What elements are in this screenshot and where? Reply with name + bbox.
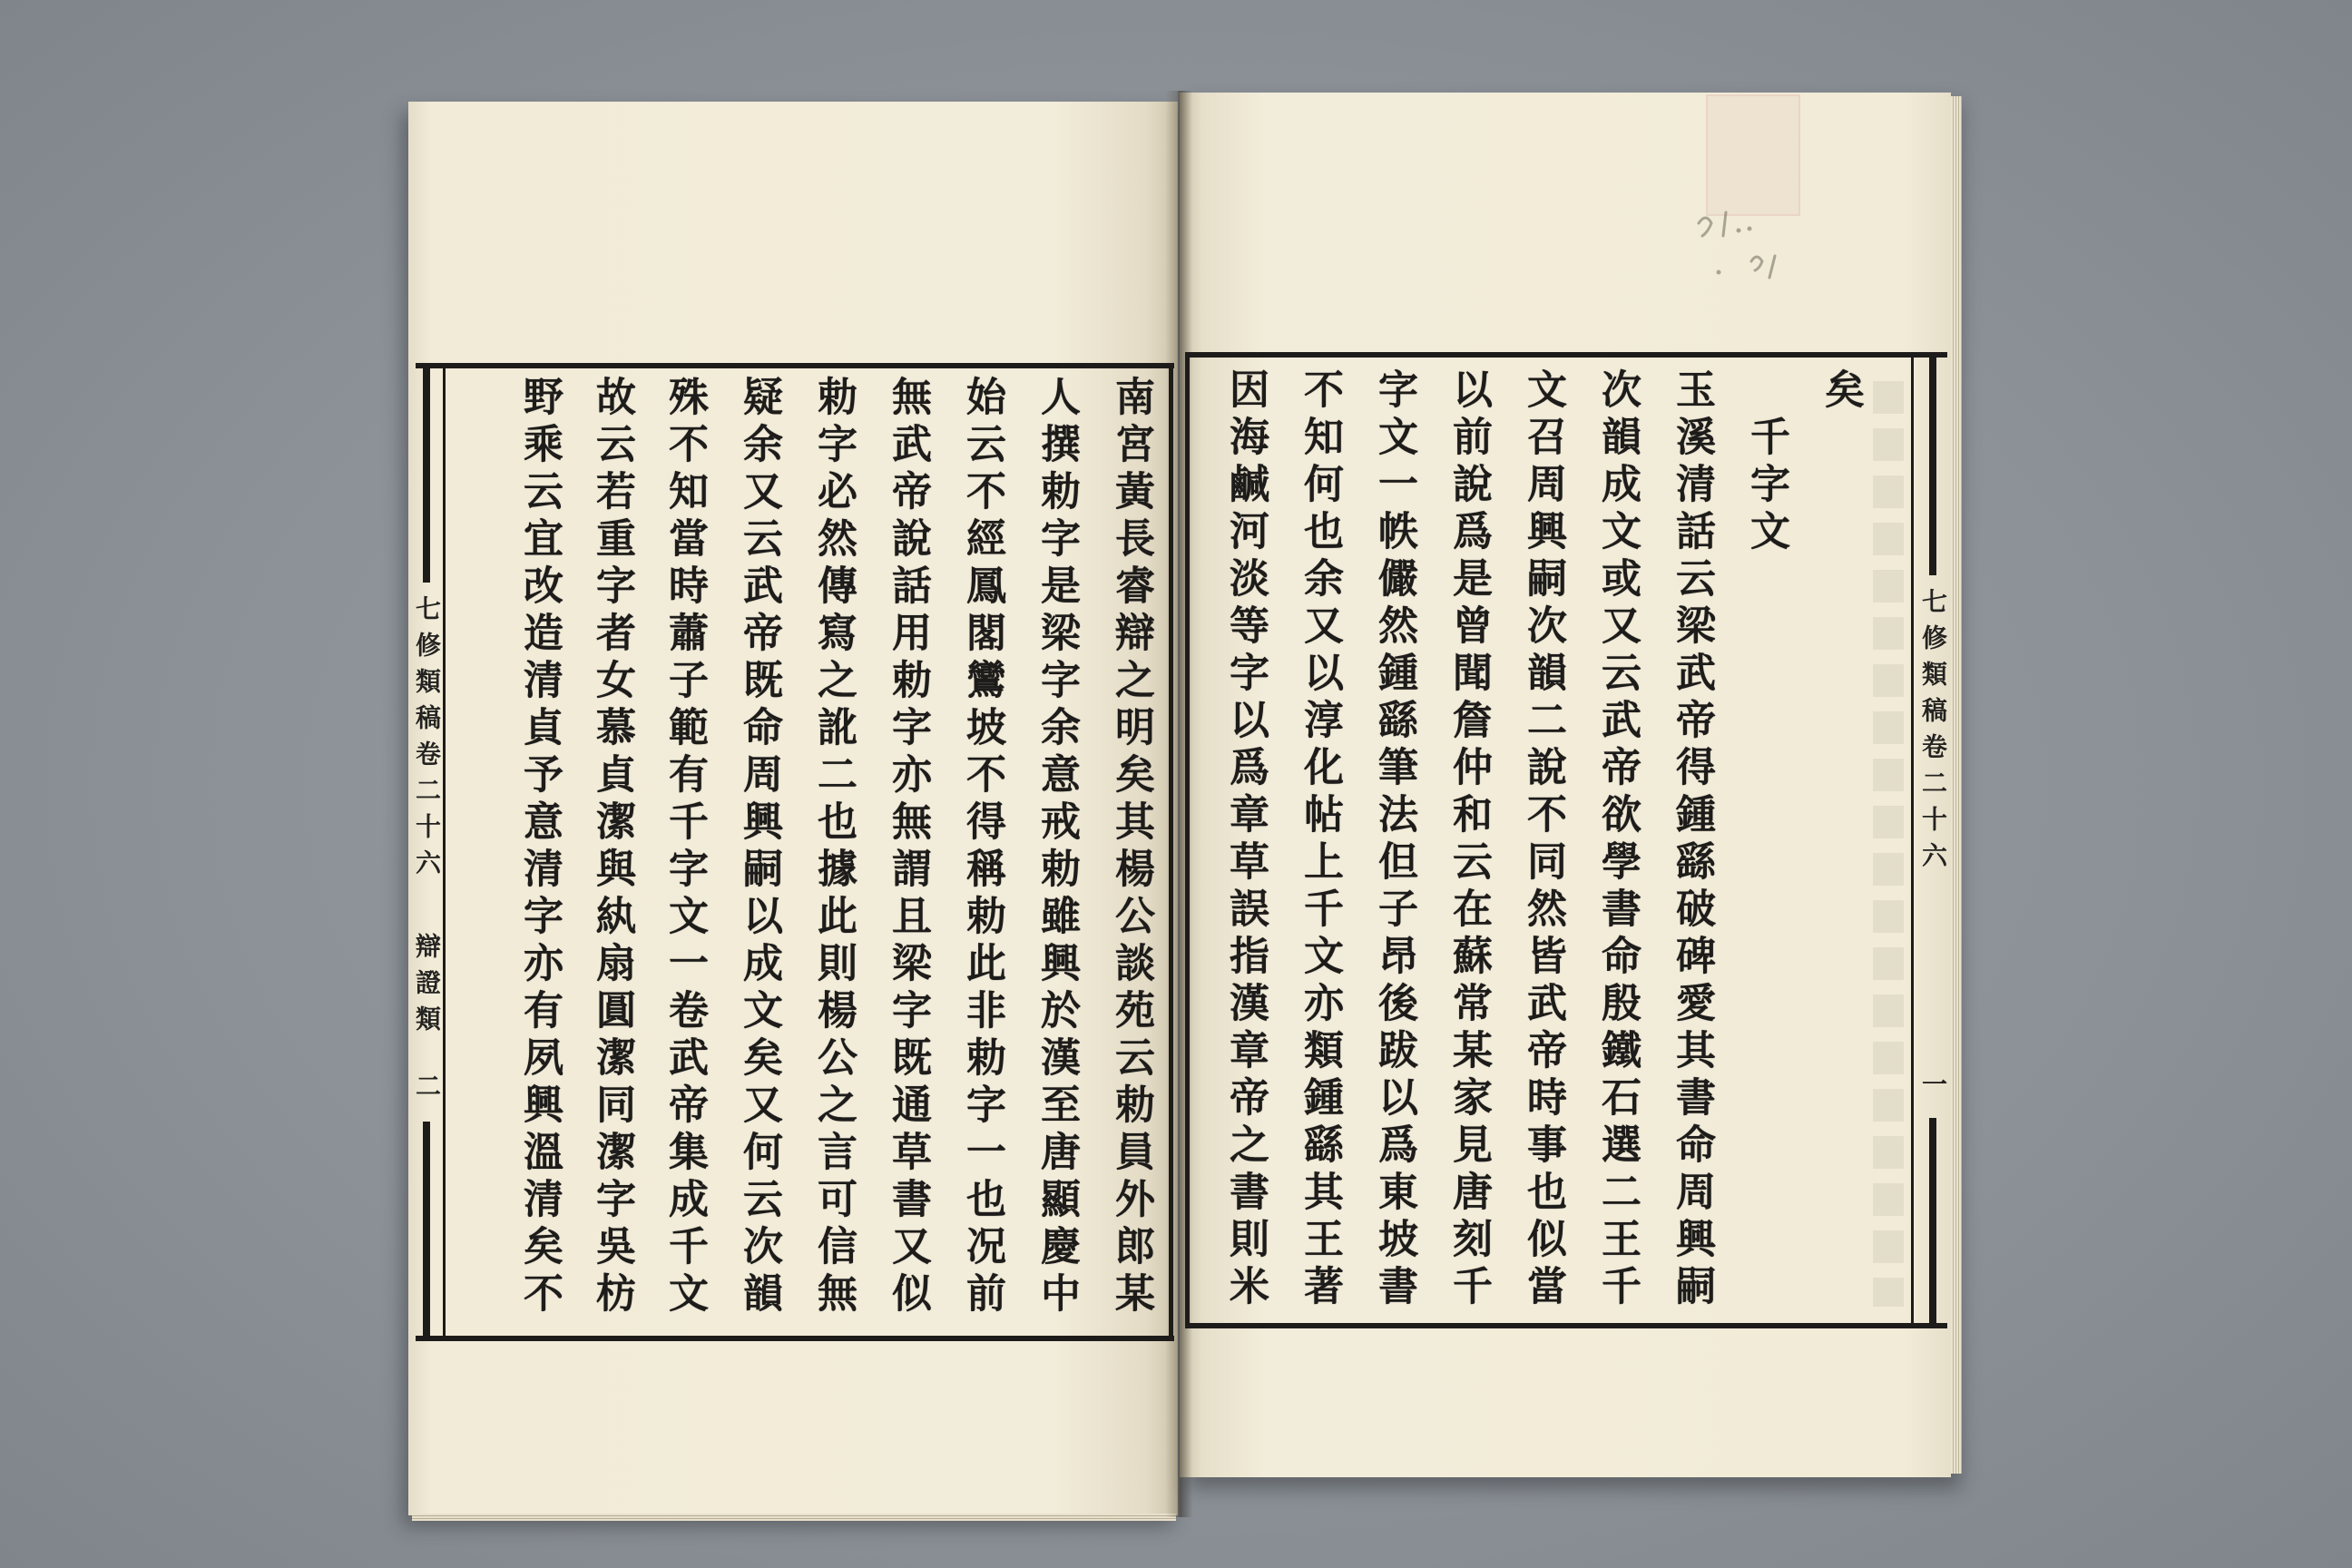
entry-title-qianziwen: 千字文 xyxy=(1743,416,1789,557)
left-banxin-title: 七修類稿卷二十六 xyxy=(412,595,442,886)
right-frame-top-rule xyxy=(1185,352,1947,358)
left-banxin-lower-black-mouth xyxy=(423,1122,430,1336)
text-column-l2: 人撰勅字是梁字余意戒勅雖興於漢至唐顯慶中 xyxy=(1034,376,1080,1319)
right-page-edge-stack xyxy=(1951,96,1962,1474)
text-column-r5: 文召周興嗣次韻二說不同然皆武帝時事也似當 xyxy=(1520,368,1566,1312)
left-banxin-section: 辯證類 xyxy=(412,933,442,1042)
right-banxin-upper-black-mouth xyxy=(1929,358,1936,575)
right-banxin-leaf-number: 一 xyxy=(1918,1071,1948,1107)
text-column-r9: 因海鹹河淡等字以爲章草誤指漢章帝之書則米 xyxy=(1222,368,1269,1312)
text-column-r3: 玉溪清話云梁武帝得鍾繇破碑愛其書命周興嗣 xyxy=(1669,368,1715,1312)
right-frame-inner-rule xyxy=(1185,352,1190,1328)
text-column-r7: 字文一帙儼然鍾繇筆法但子昂後跋以爲東坡書 xyxy=(1371,368,1417,1312)
text-column-r1: 矣 xyxy=(1818,368,1864,416)
right-banxin-lower-black-mouth xyxy=(1929,1118,1936,1323)
text-column-l5: 勅字必然傳寫之訛二也據此則楊公之言可信無 xyxy=(810,376,857,1319)
text-column-l3: 始云不經鳳閣鸞坡不得稱勅此非勅字一也况前 xyxy=(959,376,1005,1319)
left-banxin-upper-black-mouth xyxy=(423,368,430,583)
text-column-l1: 南宮黃長睿辯之明矣其楊公談苑云勅員外郎某 xyxy=(1108,376,1154,1319)
left-frame-top-rule xyxy=(416,363,1174,368)
text-column-l4: 無武帝說話用勅字亦無謂且梁字既通草書又似 xyxy=(885,376,931,1319)
left-banxin-leaf-number: 二 xyxy=(412,1073,442,1109)
text-column-l9: 野乘云宜改造清貞予意清字亦有夙興溫清矣不 xyxy=(516,376,563,1319)
right-banxin-rule xyxy=(1911,352,1914,1328)
pencil-annotation xyxy=(1688,205,1788,296)
text-column-l8: 故云若重字者女慕貞潔與紈扇圓潔同潔字吳枋 xyxy=(589,376,635,1319)
bleed-through-ghost-text xyxy=(1873,381,1904,1307)
text-column-r6: 以前說爲是曾聞詹仲和云在蘇常某家見唐刻千 xyxy=(1446,368,1492,1312)
left-page-edge-stack xyxy=(412,1514,1176,1521)
text-column-r8: 不知何也余又以淳化帖上千文亦類鍾繇其王著 xyxy=(1297,368,1343,1312)
faint-seal-stamp xyxy=(1706,94,1800,216)
text-column-l7: 殊不知當時蕭子範有千字文一卷武帝集成千文 xyxy=(662,376,708,1319)
right-banxin-title: 七修類稿卷二十六 xyxy=(1918,588,1948,878)
text-column-l6: 疑余又云武帝既命周興嗣以成文矣又何云次韻 xyxy=(736,376,782,1319)
left-frame-inner-rule xyxy=(1169,363,1173,1341)
text-column-r4: 次韻成文或又云武帝欲學書命殷鐵石選二王千 xyxy=(1594,368,1641,1312)
